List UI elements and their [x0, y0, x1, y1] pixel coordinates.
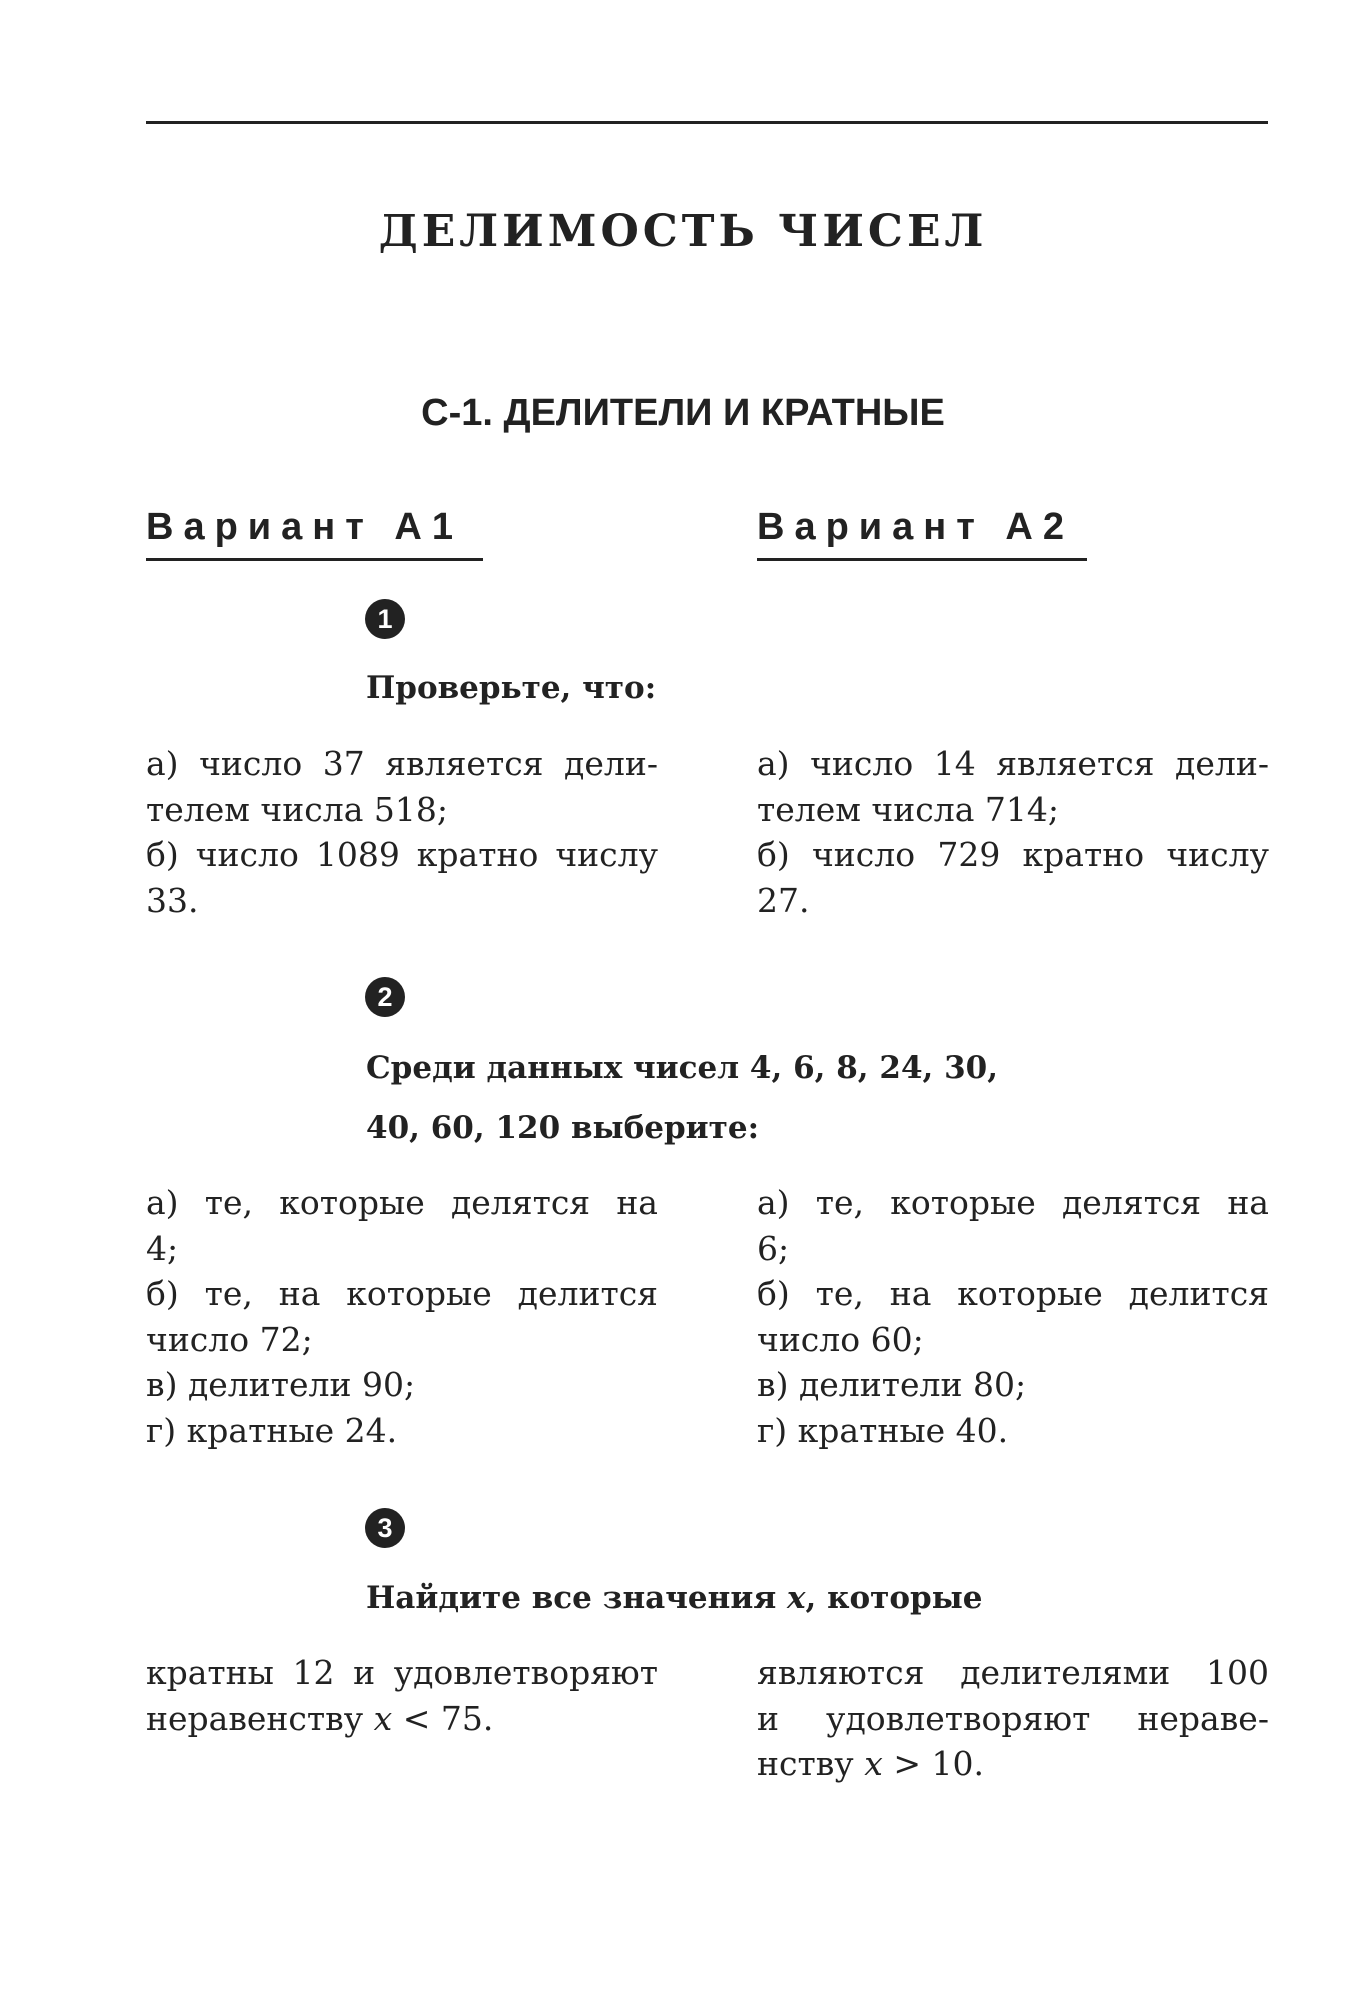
text-line: являются делителями 100: [757, 1653, 1269, 1692]
task-2-variant-a1: [146, 1180, 658, 1453]
task-1-variant-a2: [757, 741, 1269, 923]
variable-x: x: [864, 1744, 883, 1783]
task-2-variant-a2: [757, 1180, 1269, 1453]
task-3-heading-text: Найдите все значения: [366, 1580, 788, 1616]
text-line: а) те, которые делятся на: [146, 1183, 658, 1222]
task-number-badge-1: 1: [365, 599, 405, 639]
text-line: г) кратные 24.: [146, 1410, 398, 1450]
chapter-title: ДЕЛИМОСТЬ ЧИСЕЛ: [378, 206, 988, 257]
task-number-badge-3: 3: [365, 1508, 405, 1548]
text-line: число 60;: [757, 1319, 924, 1359]
text-line: телем числа 518;: [146, 789, 448, 829]
task-1-heading: Проверьте, что:: [366, 670, 657, 706]
task-3-variant-a1: [146, 1650, 658, 1741]
text-line: б) те, на которые делится: [146, 1274, 658, 1313]
task-3-heading: [366, 1568, 1286, 1628]
text-line: и удовлетворяют нераве-: [757, 1698, 1269, 1738]
text-fragment: нству: [757, 1744, 865, 1783]
text-line: в) делители 80;: [757, 1365, 1027, 1404]
text-line: 33.: [146, 880, 199, 920]
task-2-heading-line-1: Среди данных чисел 4, 6, 8, 24, 30,: [366, 1050, 999, 1086]
text-line: б) число 729 кратно числу: [757, 835, 1269, 874]
top-rule: [146, 121, 1268, 124]
task-2-heading: [366, 1038, 1286, 1158]
task-2-heading-line-2: 40, 60, 120 выберите:: [366, 1110, 760, 1146]
task-number-badge-2: 2: [365, 977, 405, 1017]
text-line: а) число 37 является дели-: [146, 744, 658, 783]
text-line: телем числа 714;: [757, 789, 1059, 829]
text-fragment: неравенству: [146, 1698, 374, 1738]
text-fragment: < 75.: [392, 1698, 494, 1738]
text-line: б) те, на которые делится: [757, 1274, 1269, 1313]
text-line: в) делители 90;: [146, 1365, 416, 1404]
variable-x: x: [787, 1580, 806, 1616]
text-line: [757, 1741, 1269, 1787]
text-line: а) число 14 является дели-: [757, 744, 1269, 783]
text-line: [146, 1696, 658, 1742]
task-1-variant-a1: [146, 741, 658, 923]
text-line: 27.: [757, 880, 810, 920]
text-fragment: > 10.: [882, 1744, 984, 1783]
text-line: 4;: [146, 1228, 179, 1268]
section-title: С-1. ДЕЛИТЕЛИ И КРАТНЫЕ: [421, 392, 945, 434]
variant-a1-heading: Вариант А1: [146, 500, 483, 561]
text-line: б) число 1089 кратно числу: [146, 835, 658, 874]
text-line: число 72;: [146, 1319, 313, 1359]
text-line: а) те, которые делятся на: [757, 1183, 1269, 1222]
text-line: 6;: [757, 1228, 790, 1268]
text-line: кратны 12 и удовлетворяют: [146, 1653, 658, 1692]
task-3-heading-tail: , которые: [805, 1580, 983, 1616]
text-line: г) кратные 40.: [757, 1410, 1009, 1450]
variant-a2-heading: Вариант А2: [757, 500, 1087, 561]
task-3-variant-a2: [757, 1650, 1269, 1787]
variable-x: x: [373, 1698, 393, 1738]
